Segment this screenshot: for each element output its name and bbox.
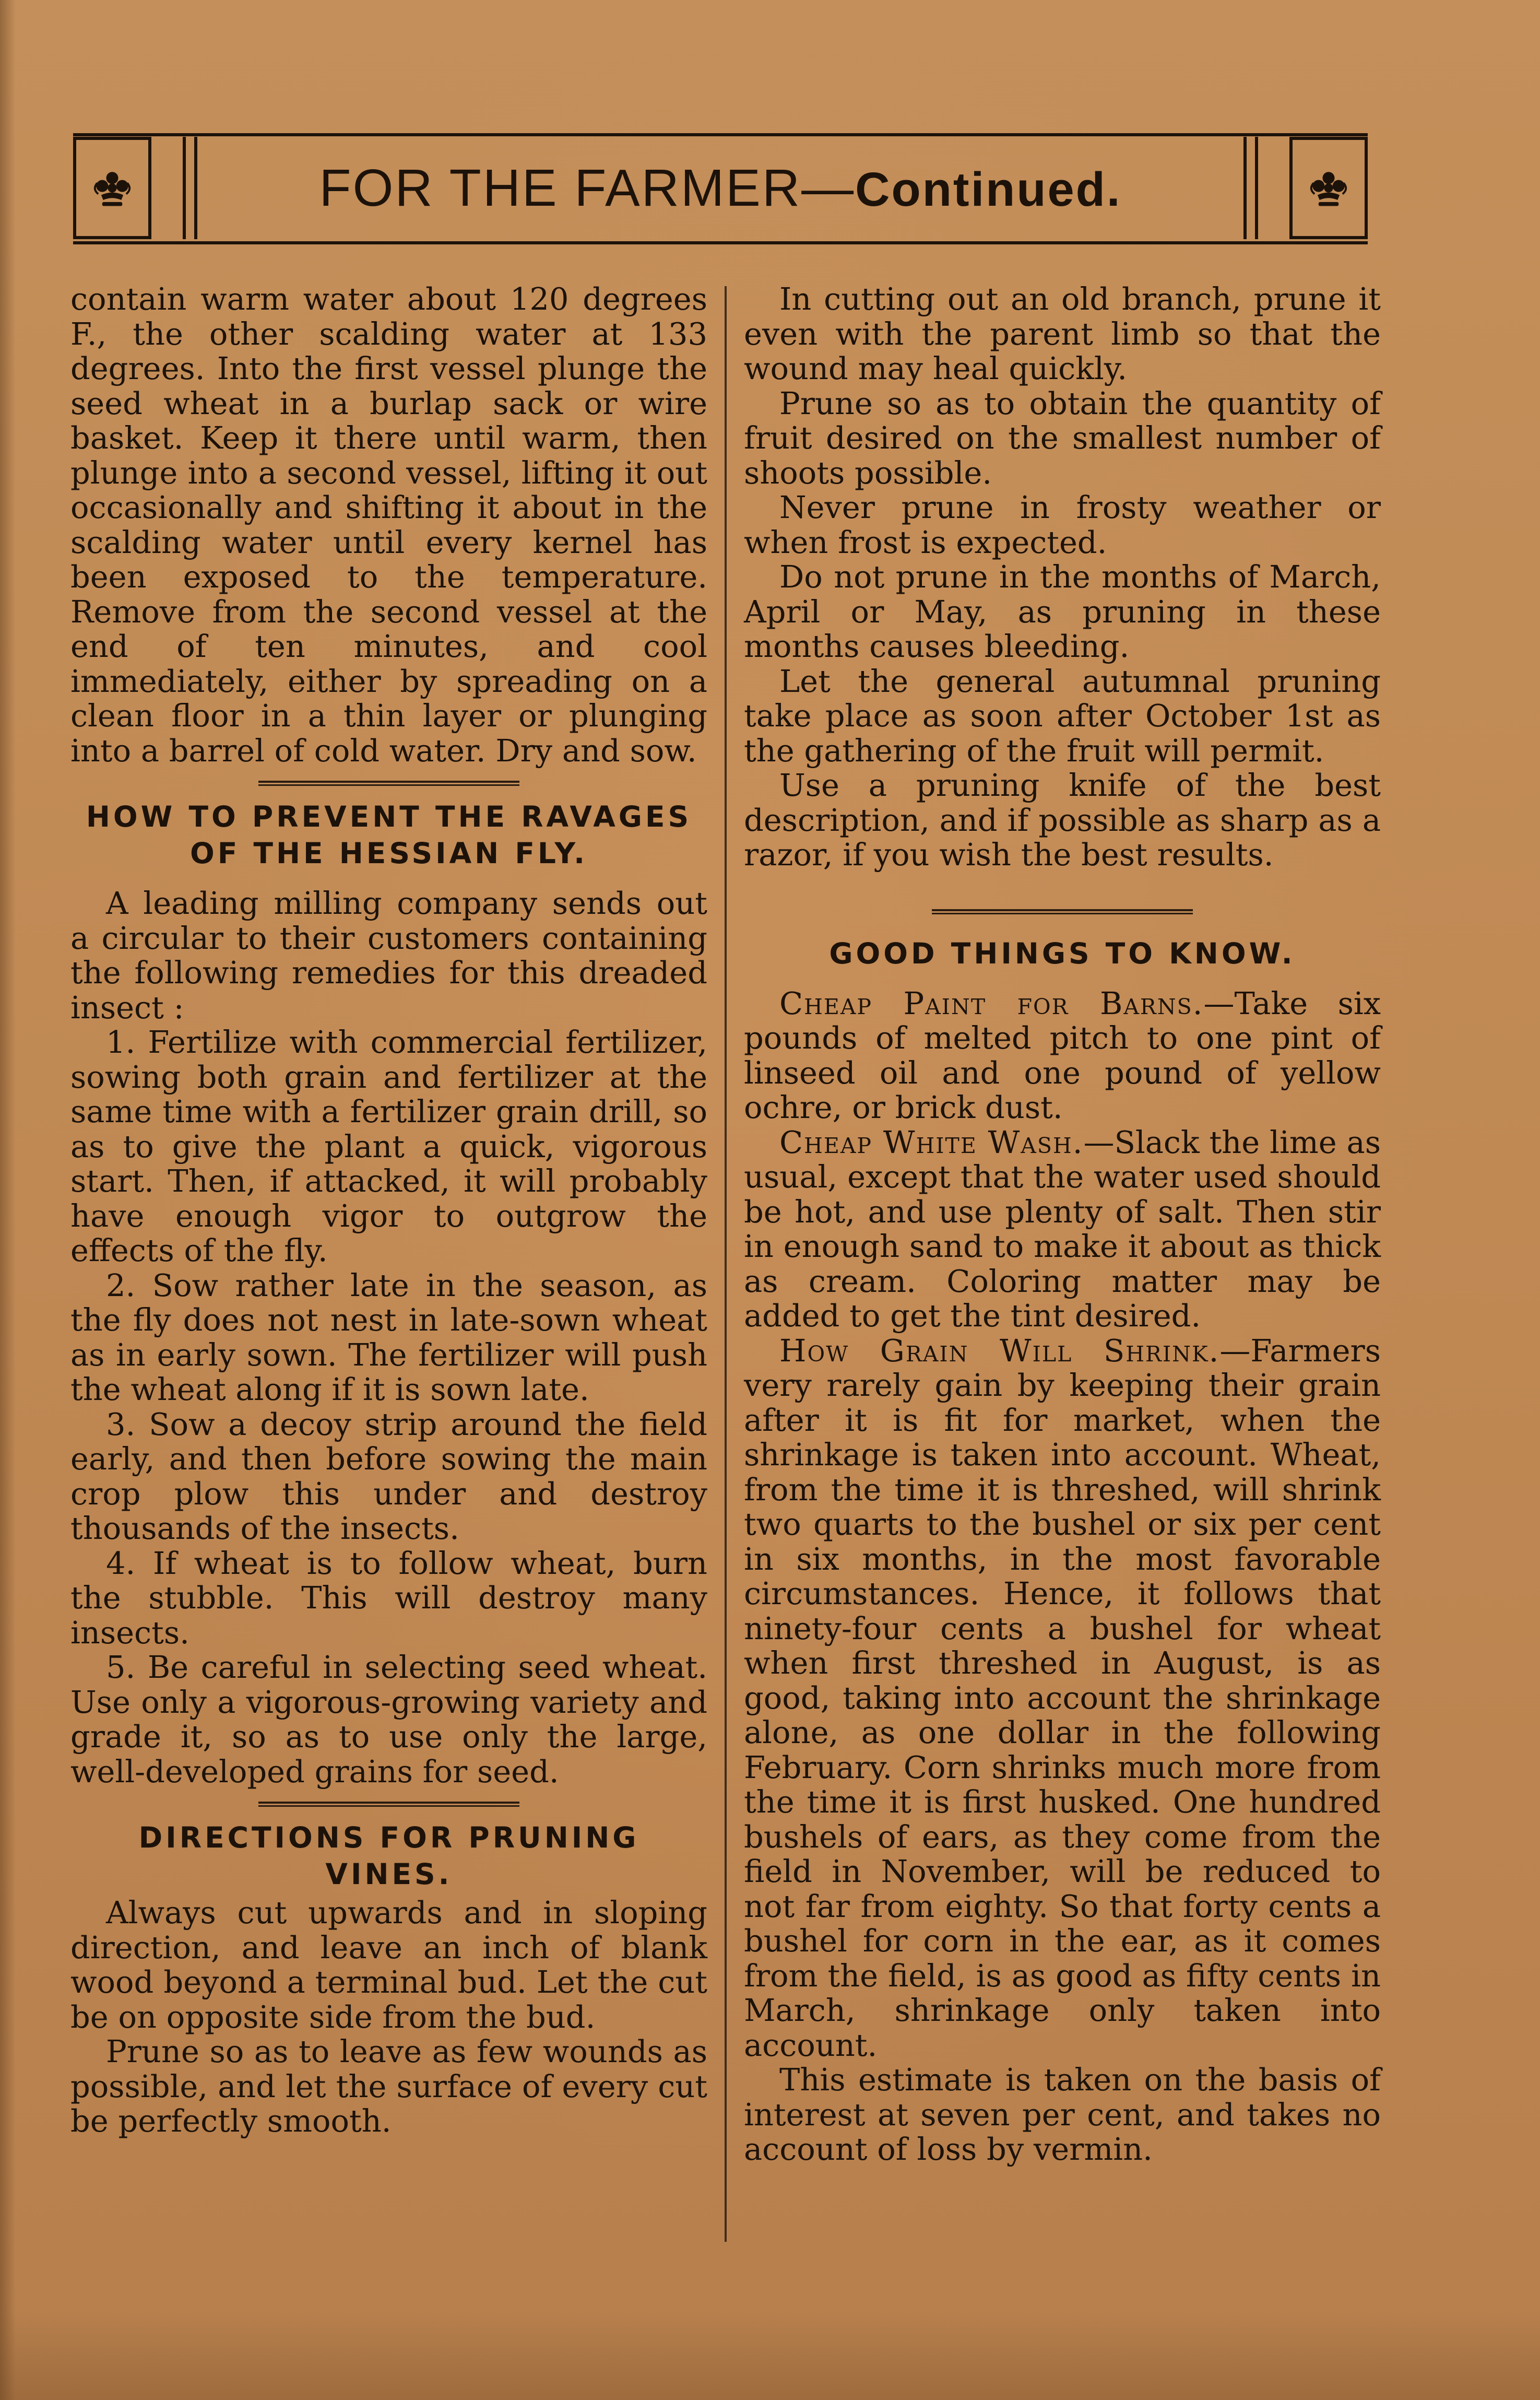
section-divider	[258, 1802, 519, 1807]
hessian-remedy-4: 4. If wheat is to follow wheat, burn the stubble. This will destroy many insects.	[70, 1545, 707, 1651]
section-divider	[932, 909, 1193, 914]
hessian-intro: A leading milling company sends out a circular to their customers containing the following remedies for this dreaded insect :	[70, 885, 707, 1026]
header-top-rule	[73, 133, 1368, 136]
hessian-remedy-2: 2. Sow rather late in the season, as the fly does not nest in late-sown wheat as in early sown. The fertilizer will push the wheat along if it is sown late.	[70, 1267, 707, 1407]
ornament-icon	[1304, 163, 1354, 213]
page-title-continued: Continued.	[855, 162, 1122, 216]
pruning-paragraph: Always cut upwards and in sloping direction, and leave an inch of blank wood beyond a terminal bud. Let the cut be on opposite side from the bud.	[70, 1895, 707, 2035]
good-thing-entry	[744, 1125, 1381, 1334]
pruning-paragraph: Prune so as to leave as few wounds as possible, and let the surface of every cut be perfectly smooth.	[70, 2033, 707, 2139]
pruning-paragraph: Do not prune in the months of March, April or May, as pruning in these months causes bleeding.	[744, 559, 1381, 664]
pruning-paragraph: Prune so as to obtain the quantity of fruit desired on the smallest number of shoots possible.	[744, 385, 1381, 491]
entry-text: —Slack the lime as usual, except that the water used should be hot, and use plenty of salt. Then stir in enough sand to make it about as thick as cream. Coloring matter may be added to get the tint desired.	[744, 1124, 1381, 1334]
good-thing-entry	[744, 986, 1381, 1125]
pruning-paragraph: Never prune in frosty weather or when frost is expected.	[744, 489, 1381, 560]
closing-paragraph: This estimate is taken on the basis of interest at seven per cent, and takes no account of loss by vermin.	[744, 2062, 1381, 2167]
entry-text: —Take six pounds of melted pitch to one pint of linseed oil and one pound of yellow ochre, or brick dust.	[744, 985, 1381, 1125]
seed-wheat-paragraph: contain warm water about 120 degrees F., the other scalding water at 133 degrees. Into the first vessel plunge the seed wheat in a burlap sack or wire basket. Keep it there until warm, then plunge into a second vessel, lifting it out occasionally and shifting it about in the scalding water until every kernel has been exposed to the temperature. Remove from the second vessel at the end of ten minutes, and cool immediately, either by spreading on a clean floor in a thin layer or plunging into a barrel of cold water. Dry and sow.	[70, 281, 707, 769]
left-ornament-box	[73, 137, 151, 239]
entry-text: —Farmers very rarely gain by keeping their grain after it is fit for market, when the shrinkage is taken into account. Wheat, from the time it is threshed, will shrink two quarts to the bushel or six per cent in six months, in the most favorable circumstances. Hence, it follows that ninety-four cents a bushel for wheat when first threshed in August, is as good, taking into account the shrinkage alone, as one dollar in the following February. Corn shrinks much more from the time it is first husked. One hundred bushels of ears, as they come from the field in November, will be reduced to not far from eighty. So that forty cents a bushel for corn in the ear, as it comes from the field, is as good as fifty cents in March, shrinkage only taken into account.	[744, 1332, 1381, 2063]
header-bottom-rule	[73, 241, 1368, 244]
hessian-fly-heading: HOW TO PREVENT THE RAVAGES OF THE HESSIAN FLY.	[86, 800, 692, 870]
entry-lead: Cheap Paint for Barns.	[779, 985, 1204, 1021]
pruning-paragraph: Use a pruning knife of the best description, and if possible as sharp as a razor, if you wish the best results.	[744, 767, 1381, 873]
hessian-remedy-5: 5. Be careful in selecting seed wheat. Use only a vigorous-growing variety and grade it, so as to use only the large, well-developed grains for seed.	[70, 1649, 707, 1790]
left-column	[70, 282, 707, 2139]
pruning-paragraph: In cutting out an old branch, prune it even with the parent limb so that the wound may heal quickly.	[744, 281, 1381, 386]
right-ornament-box	[1289, 137, 1368, 239]
ornament-icon	[87, 163, 137, 213]
section-divider	[258, 781, 519, 786]
entry-lead: How Grain Will Shrink.	[779, 1332, 1220, 1369]
good-things-heading: GOOD THINGS TO KNOW.	[829, 936, 1296, 970]
good-thing-entry	[744, 1334, 1381, 2063]
right-column	[744, 282, 1381, 2167]
pruning-paragraph: Let the general autumnal pruning take place as soon after October 1st as the gathering of the fruit will permit.	[744, 663, 1381, 769]
column-divider	[725, 286, 727, 2242]
entry-lead: Cheap White Wash.	[779, 1124, 1084, 1160]
hessian-remedy-3: 3. Sow a decoy strip around the field early, and then before sowing the main crop plow this under and destroy thousands of the insects.	[70, 1406, 707, 1546]
header-title-box	[183, 137, 1258, 239]
hessian-remedy-1: 1. Fertilize with commercial fertilizer, sowing both grain and fertilizer at the same time with a fertilizer grain drill, so as to give the plant a quick, vigorous start. Then, if attacked, it will probably have enough vigor to outgrow the effects of the fly.	[70, 1024, 707, 1268]
page-title: FOR THE FARMER—Continued.	[319, 158, 1122, 217]
pruning-vines-heading: DIRECTIONS FOR PRUNING VINES.	[138, 1821, 639, 1891]
